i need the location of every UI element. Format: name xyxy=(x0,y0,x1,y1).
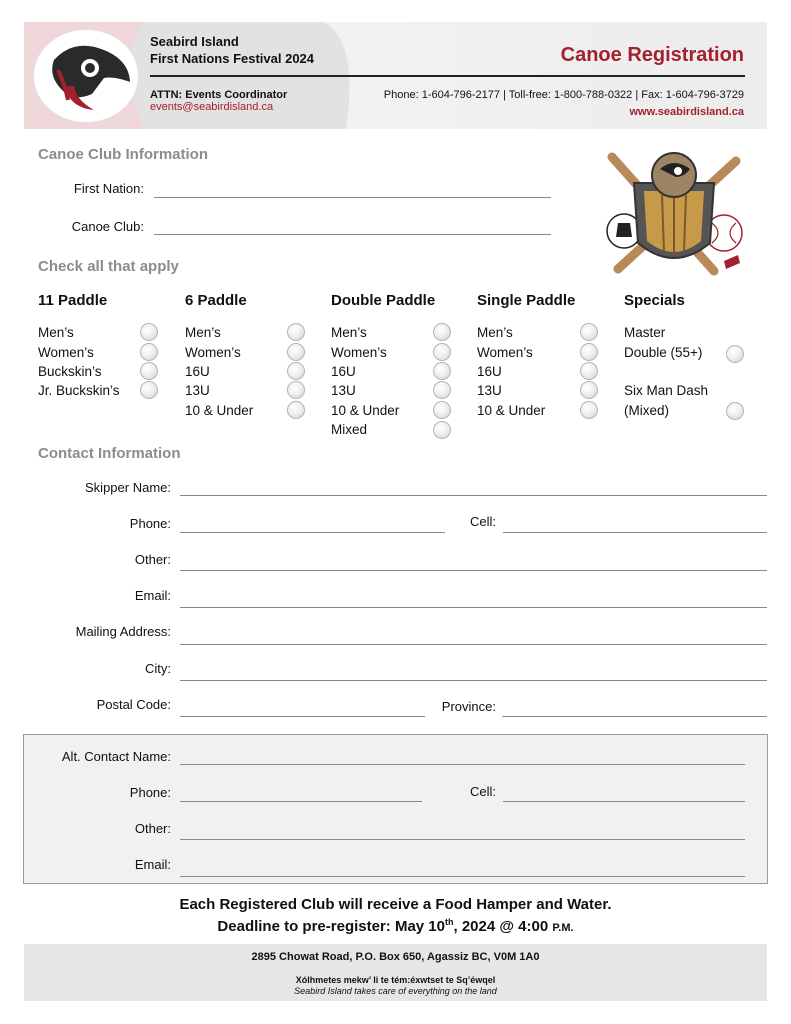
org-name-line-2: First Nations Festival 2024 xyxy=(150,51,315,66)
postal-code-field[interactable] xyxy=(180,716,425,717)
postal-code-label: Postal Code: xyxy=(96,697,171,712)
attention-email-link[interactable]: events@seabirdisland.ca xyxy=(150,101,274,113)
alt-contact-name-label: Alt. Contact Name: xyxy=(61,749,171,764)
alt-email-label: Email: xyxy=(134,857,171,872)
col-heading-double-paddle: Double Paddle xyxy=(331,292,436,309)
option-label: Six Man Dash xyxy=(624,383,709,398)
checklist-section-title: Check all that apply xyxy=(38,258,179,275)
other-field[interactable] xyxy=(180,570,767,571)
footer-halqemeylem-text: Xólhmetes mekw’ li te tém:éxwtset te Sq’éwqel xyxy=(295,975,496,985)
option-label: Women’s xyxy=(331,345,387,360)
specials-six-man-dash-radio[interactable] xyxy=(726,402,744,420)
option-label: 13U xyxy=(477,383,502,398)
double-paddle-mixed-radio[interactable] xyxy=(433,421,451,439)
website-link[interactable]: www.seabirdisland.ca xyxy=(629,106,744,118)
canoe-club-field[interactable] xyxy=(154,234,551,235)
double-paddle-mens-radio[interactable] xyxy=(433,323,451,341)
deadline-suffix: , 2024 @ 4:00 xyxy=(453,918,553,935)
option-label: Women’s xyxy=(185,345,241,360)
option-label: 16U xyxy=(185,364,210,379)
alt-phone-label: Phone: xyxy=(129,785,171,800)
header-divider xyxy=(150,75,745,77)
province-label: Province: xyxy=(441,699,496,714)
skipper-name-field[interactable] xyxy=(180,495,767,496)
club-info-section-title: Canoe Club Information xyxy=(38,146,208,163)
specials-master-double-radio[interactable] xyxy=(726,345,744,363)
option-label: Women’s xyxy=(477,345,533,360)
single-paddle-mens-radio[interactable] xyxy=(580,323,598,341)
skipper-name-label: Skipper Name: xyxy=(85,480,171,495)
single-paddle-13u-radio[interactable] xyxy=(580,381,598,399)
canoe-club-label: Canoe Club: xyxy=(71,219,144,234)
deadline-ordinal: th xyxy=(445,917,454,927)
11-paddle-buckskins-radio[interactable] xyxy=(140,362,158,380)
11-paddle-womens-radio[interactable] xyxy=(140,343,158,361)
footer-band xyxy=(24,944,767,1001)
6-paddle-10-under-radio[interactable] xyxy=(287,401,305,419)
option-label: Buckskin’s xyxy=(38,364,102,379)
footer-address: 2895 Chowat Road, P.O. Box 650, Agassiz BC, V0M 1A0 xyxy=(251,951,540,963)
alt-phone-field[interactable] xyxy=(180,801,422,802)
phone-fax-line: Phone: 1-604-796-2177 | Toll-free: 1-800-788-0322 | Fax: 1-604-796-3729 xyxy=(383,89,744,101)
alt-contact-name-field[interactable] xyxy=(180,764,745,765)
single-paddle-10-under-radio[interactable] xyxy=(580,401,598,419)
col-heading-specials: Specials xyxy=(624,292,685,309)
other-label: Other: xyxy=(134,552,171,567)
double-paddle-womens-radio[interactable] xyxy=(433,343,451,361)
alt-cell-label: Cell: xyxy=(469,784,496,799)
deadline-notice xyxy=(0,917,791,935)
mailing-address-field[interactable] xyxy=(180,644,767,645)
option-label: Men’s xyxy=(185,325,221,340)
option-label: 10 & Under xyxy=(185,403,254,418)
province-field[interactable] xyxy=(502,716,767,717)
option-label: 10 & Under xyxy=(477,403,546,418)
deadline-prefix: Deadline to pre-register: May 10 xyxy=(217,918,445,935)
double-paddle-16u-radio[interactable] xyxy=(433,362,451,380)
11-paddle-jr-buckskins-radio[interactable] xyxy=(140,381,158,399)
mailing-address-label: Mailing Address: xyxy=(75,624,171,639)
first-nation-field[interactable] xyxy=(154,197,551,198)
double-paddle-10-under-radio[interactable] xyxy=(433,401,451,419)
sports-crest-emblem xyxy=(604,143,744,278)
option-label: Double (55+) xyxy=(624,345,703,360)
option-label: Mixed xyxy=(331,422,368,437)
option-label: Women’s xyxy=(38,345,94,360)
option-label: 10 & Under xyxy=(331,403,400,418)
option-label: 16U xyxy=(477,364,502,379)
6-paddle-16u-radio[interactable] xyxy=(287,362,305,380)
option-label: Jr. Buckskin’s xyxy=(38,383,120,398)
city-label: City: xyxy=(145,661,171,676)
6-paddle-womens-radio[interactable] xyxy=(287,343,305,361)
option-label: Men’s xyxy=(38,325,74,340)
option-label: (Mixed) xyxy=(624,403,670,418)
food-hamper-notice: Each Registered Club will receive a Food Hamper and Water. xyxy=(179,896,612,913)
phone-label: Phone: xyxy=(129,516,171,531)
option-label: 13U xyxy=(331,383,356,398)
organization-name xyxy=(150,33,314,67)
option-label: Men’s xyxy=(331,325,367,340)
alt-other-label: Other: xyxy=(134,821,171,836)
option-label: 13U xyxy=(185,383,210,398)
document-title: Canoe Registration xyxy=(560,44,744,66)
contact-section-title: Contact Information xyxy=(38,445,181,462)
seabird-logo xyxy=(34,30,138,122)
col-heading-single-paddle: Single Paddle xyxy=(477,292,576,309)
email-field[interactable] xyxy=(180,607,767,608)
option-label: Men’s xyxy=(477,325,513,340)
footer-translation: Seabird Island takes care of everything on the land xyxy=(294,986,497,996)
cell-field[interactable] xyxy=(503,532,767,533)
deadline-ampm: P.M. xyxy=(552,922,574,934)
org-name-line-1: Seabird Island xyxy=(150,34,239,49)
attention-line: ATTN: Events Coordinator xyxy=(150,89,288,101)
first-nation-label: First Nation: xyxy=(73,181,144,196)
alt-email-field[interactable] xyxy=(180,876,745,877)
col-heading-6-paddle: 6 Paddle xyxy=(185,292,247,309)
alt-other-field[interactable] xyxy=(180,839,745,840)
single-paddle-16u-radio[interactable] xyxy=(580,362,598,380)
option-label: Master xyxy=(624,325,666,340)
seabird-head-icon xyxy=(34,30,138,122)
phone-field[interactable] xyxy=(180,532,445,533)
double-paddle-13u-radio[interactable] xyxy=(433,381,451,399)
cell-label: Cell: xyxy=(469,514,496,529)
city-field[interactable] xyxy=(180,680,767,681)
11-paddle-mens-radio[interactable] xyxy=(140,323,158,341)
6-paddle-13u-radio[interactable] xyxy=(287,381,305,399)
col-heading-11-paddle: 11 Paddle xyxy=(38,292,108,309)
alt-cell-field[interactable] xyxy=(503,801,745,802)
email-label: Email: xyxy=(134,588,171,603)
option-label: 16U xyxy=(331,364,356,379)
single-paddle-womens-radio[interactable] xyxy=(580,343,598,361)
6-paddle-mens-radio[interactable] xyxy=(287,323,305,341)
